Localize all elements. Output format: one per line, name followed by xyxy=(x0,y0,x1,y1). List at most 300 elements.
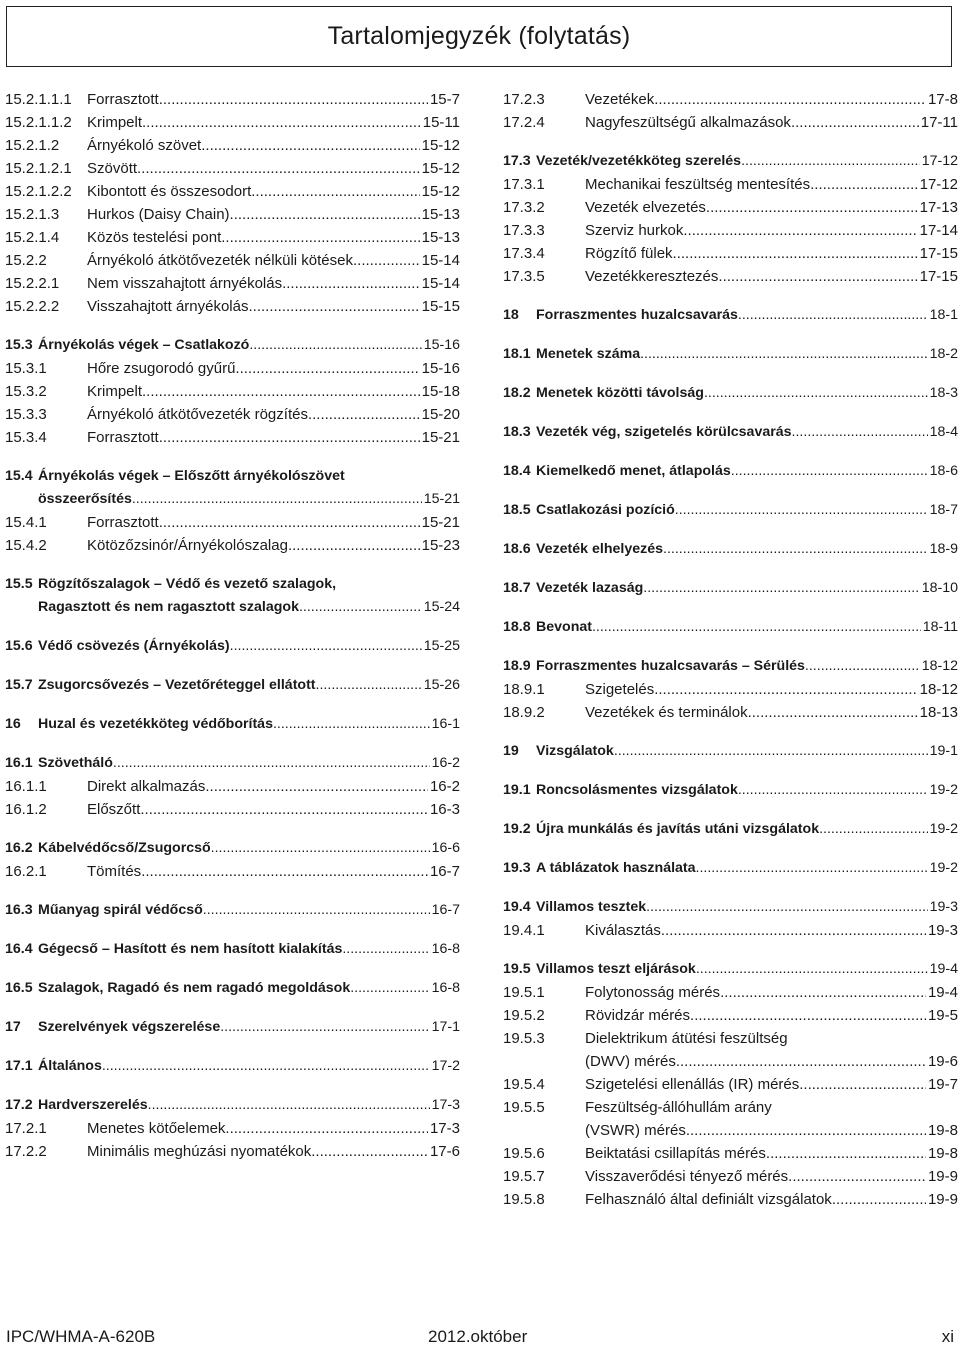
toc-entry-title xyxy=(38,1016,430,1039)
toc-entry-number: 16.2.1 xyxy=(5,863,47,880)
toc-entry-title xyxy=(585,981,926,1004)
toc-entry[interactable] xyxy=(503,1096,958,1142)
toc-leader-dots xyxy=(299,596,422,619)
toc-leader-dots xyxy=(805,655,920,678)
toc-entry-page: 17-3 xyxy=(431,1097,460,1113)
toc-entry-line xyxy=(5,1117,460,1140)
toc-entry-title xyxy=(585,701,918,724)
toc-entry-second-line xyxy=(5,488,460,511)
toc-entry[interactable] xyxy=(503,678,958,701)
toc-leader-dots xyxy=(799,1073,926,1096)
toc-entry-line xyxy=(503,577,958,600)
toc-entry-first-line xyxy=(503,1096,958,1119)
toc-leader-dots xyxy=(230,203,420,226)
toc-entry-page: 19-3 xyxy=(929,899,958,915)
toc-entry[interactable] xyxy=(5,899,460,922)
toc-entry-title-text: Vezetékkeresztezés xyxy=(585,268,719,285)
toc-entry-page: 17-12 xyxy=(919,176,958,193)
toc-entry-title-text: Szalagok, Ragadó és nem ragadó megoldások xyxy=(38,980,351,996)
toc-entry-title-text: Árnyékoló átkötővezeték rögzítés xyxy=(87,406,308,423)
toc-entry-page: 19-4 xyxy=(929,961,958,977)
toc-leader-dots xyxy=(148,1094,430,1117)
toc-entry-line xyxy=(5,752,460,775)
toc-entry-page: 18-11 xyxy=(922,619,958,635)
toc-entry-title-text: Gégecső – Hasított és nem hasított kialakítás xyxy=(38,941,343,957)
toc-entry-number: 18.5 xyxy=(503,502,531,518)
toc-leader-dots xyxy=(201,134,419,157)
toc-entry-number: 18.1 xyxy=(503,346,531,362)
page-title: Tartalomjegyzék (folytatás) xyxy=(327,22,631,50)
toc-entry-title xyxy=(585,242,918,265)
toc-leader-dots xyxy=(675,499,928,522)
toc-entry[interactable] xyxy=(503,265,958,288)
toc-entry[interactable] xyxy=(5,674,460,697)
toc-entry[interactable] xyxy=(5,334,460,357)
toc-entry-number: 17.3.4 xyxy=(503,245,545,262)
toc-entry-page: 15-26 xyxy=(423,677,460,693)
toc-entry-title xyxy=(38,837,430,860)
toc-entry[interactable] xyxy=(5,380,460,403)
toc-entry-number: 17.2.3 xyxy=(503,91,545,108)
toc-entry-title-text: Dielektrikum átütési feszültség xyxy=(585,1030,788,1047)
toc-entry-line xyxy=(5,180,460,203)
toc-entry-page: 17-3 xyxy=(429,1120,460,1137)
toc-entry-line xyxy=(5,111,460,134)
toc-entry-line xyxy=(503,382,958,405)
toc-entry[interactable] xyxy=(503,701,958,724)
toc-entry-title-line1 xyxy=(585,1027,958,1050)
toc-entry[interactable] xyxy=(503,343,958,366)
toc-entry-page: 17-6 xyxy=(429,1143,460,1160)
toc-entry[interactable] xyxy=(5,775,460,798)
toc-entry[interactable] xyxy=(503,173,958,196)
toc-entry-line xyxy=(503,1142,958,1165)
toc-entry-title-text: Krimpelt xyxy=(87,114,143,131)
toc-entry-title xyxy=(536,896,928,919)
toc-leader-dots xyxy=(696,857,928,880)
toc-entry-line xyxy=(503,981,958,1004)
toc-entry[interactable] xyxy=(5,534,460,557)
toc-entry-number: 15.2.1.1.2 xyxy=(5,114,72,131)
toc-leader-dots xyxy=(140,798,428,821)
toc-entry-title xyxy=(87,426,420,449)
toc-entry-title xyxy=(585,919,926,942)
toc-entry-line xyxy=(5,88,460,111)
toc-entry-page: 19-6 xyxy=(927,1053,958,1070)
toc-entry-page: 17-12 xyxy=(921,153,958,169)
toc-entry[interactable] xyxy=(5,403,460,426)
toc-entry-line xyxy=(503,173,958,196)
toc-entry[interactable] xyxy=(5,860,460,883)
toc-entry[interactable] xyxy=(5,1016,460,1039)
toc-entry-title-text: összeerősítés xyxy=(38,491,132,507)
toc-entry-page: 15-14 xyxy=(421,252,460,269)
toc-entry[interactable] xyxy=(5,573,460,619)
toc-entry-title xyxy=(536,740,928,763)
toc-entry-line xyxy=(503,219,958,242)
toc-entry-line xyxy=(5,860,460,883)
toc-entry-number: 19.5.5 xyxy=(503,1099,545,1116)
toc-leader-dots xyxy=(113,752,430,775)
toc-entry-title-text: Minimális meghúzási nyomatékok xyxy=(87,1143,312,1160)
toc-leader-dots xyxy=(220,1016,429,1039)
toc-entry-title-text: Ragasztott és nem ragasztott szalagok xyxy=(38,599,299,615)
toc-entry[interactable] xyxy=(503,818,958,841)
toc-entry[interactable] xyxy=(503,779,958,802)
toc-entry[interactable] xyxy=(5,713,460,736)
toc-entry-line xyxy=(503,655,958,678)
toc-entry[interactable] xyxy=(503,499,958,522)
toc-entry-title-text: Vezeték elvezetés xyxy=(585,199,706,216)
toc-entry-title-text: Visszahajtott árnyékolás xyxy=(87,298,249,315)
toc-entry[interactable] xyxy=(5,226,460,249)
toc-entry-title-text: Hurkos (Daisy Chain) xyxy=(87,206,230,223)
toc-entry-first-line xyxy=(5,465,460,488)
toc-entry-number: 15.2.1.4 xyxy=(5,229,60,246)
toc-entry-title-line1 xyxy=(38,573,460,596)
toc-entry-title-text: Vezetékek xyxy=(585,91,655,108)
toc-entry-page: 15-14 xyxy=(421,275,460,292)
toc-entry-number: 16 xyxy=(5,716,21,732)
toc-leader-dots xyxy=(646,896,927,919)
toc-entry-number: 19.5.4 xyxy=(503,1076,545,1093)
toc-entry[interactable] xyxy=(5,465,460,511)
toc-entry-line xyxy=(503,265,958,288)
toc-entry-number: 16.1.1 xyxy=(5,778,47,795)
toc-entry[interactable] xyxy=(5,111,460,134)
toc-entry-first-line xyxy=(503,1027,958,1050)
toc-entry-number: 17.3.3 xyxy=(503,222,545,239)
toc-entry-page: 15-12 xyxy=(421,160,460,177)
toc-leader-dots xyxy=(661,919,926,942)
toc-entry-page: 17-1 xyxy=(431,1019,460,1035)
toc-entry-line xyxy=(5,157,460,180)
toc-entry-number: 18.7 xyxy=(503,580,531,596)
toc-entry-title-text: Vizsgálatok xyxy=(536,743,614,759)
toc-entry[interactable] xyxy=(5,134,460,157)
toc-entry-title-text: Szövött xyxy=(87,160,138,177)
toc-entry-number: 19 xyxy=(503,743,519,759)
toc-entry-second-line xyxy=(503,1050,958,1073)
toc-entry[interactable] xyxy=(503,538,958,561)
toc-entry-title xyxy=(87,134,420,157)
toc-entry-page: 15-21 xyxy=(423,491,460,507)
toc-entry-title xyxy=(536,499,928,522)
toc-entry-page: 19-7 xyxy=(927,1076,958,1093)
toc-entry-page: 16-7 xyxy=(431,902,460,918)
toc-entry-line xyxy=(5,775,460,798)
toc-entry[interactable] xyxy=(503,1073,958,1096)
toc-entry-page: 19-1 xyxy=(929,743,958,759)
toc-leader-dots xyxy=(592,616,921,639)
toc-entry-title xyxy=(536,958,928,981)
toc-entry-line xyxy=(503,857,958,880)
toc-entry-title xyxy=(585,196,918,219)
toc-entry-title-text: Közös testelési pont xyxy=(87,229,222,246)
toc-entry-line xyxy=(5,837,460,860)
toc-entry-page: 17-8 xyxy=(927,91,958,108)
toc-entry-title-text: Felhasználó által definiált vizsgálatok xyxy=(585,1191,832,1208)
toc-entry-title-text: Műanyag spirál védőcső xyxy=(38,902,203,918)
toc-entry[interactable] xyxy=(503,1004,958,1027)
toc-entry-title xyxy=(87,403,420,426)
toc-entry-line xyxy=(503,421,958,444)
toc-entry-title-text: Forraszmentes huzalcsavarás xyxy=(536,307,738,323)
toc-entry-line xyxy=(5,1094,460,1117)
toc-entry-number: 16.3 xyxy=(5,902,33,918)
toc-entry-line xyxy=(503,896,958,919)
toc-entry-page: 18-2 xyxy=(929,346,958,362)
toc-entry-title xyxy=(87,860,428,883)
toc-entry-page: 16-8 xyxy=(431,941,460,957)
toc-entry[interactable] xyxy=(503,242,958,265)
toc-entry-title xyxy=(585,265,918,288)
toc-entry-line xyxy=(503,196,958,219)
toc-entry-line xyxy=(503,304,958,327)
toc-entry-page: 15-13 xyxy=(421,206,460,223)
toc-entry[interactable] xyxy=(5,938,460,961)
toc-entry-number: 15.3.3 xyxy=(5,406,47,423)
toc-entry[interactable] xyxy=(503,219,958,242)
toc-entry-page: 15-21 xyxy=(421,514,460,531)
toc-entry-title-text: Beiktatási csillapítás mérés xyxy=(585,1145,766,1162)
toc-entry-title xyxy=(87,226,420,249)
toc-entry[interactable] xyxy=(503,1142,958,1165)
toc-entry-line xyxy=(503,1004,958,1027)
toc-entry[interactable] xyxy=(503,616,958,639)
toc-entry[interactable] xyxy=(503,857,958,880)
toc-entry-title-text: Vezeték elhelyezés xyxy=(536,541,663,557)
toc-entry-page: 18-6 xyxy=(929,463,958,479)
toc-leader-dots xyxy=(832,1188,926,1211)
toc-entry-title-text: Forrasztott xyxy=(87,429,159,446)
toc-leader-dots xyxy=(654,678,917,701)
toc-entry-title-text: Mechanikai feszültség mentesítés xyxy=(585,176,811,193)
toc-entry-title-text: Forraszmentes huzalcsavarás – Sérülés xyxy=(536,658,805,674)
toc-leader-dots xyxy=(221,226,419,249)
toc-entry[interactable] xyxy=(503,1027,958,1073)
toc-entry[interactable] xyxy=(5,357,460,380)
toc-entry[interactable] xyxy=(503,88,958,111)
toc-entry[interactable] xyxy=(5,157,460,180)
toc-entry[interactable] xyxy=(5,203,460,226)
toc-entry-title-text: Direkt alkalmazás xyxy=(87,778,206,795)
toc-entry-title-text: Rövidzár mérés xyxy=(585,1007,691,1024)
toc-entry-title-text: Kötözőzsinór/Árnyékolószalag xyxy=(87,537,288,554)
toc-entry-page: 19-8 xyxy=(927,1145,958,1162)
toc-entry-page: 18-10 xyxy=(921,580,958,596)
toc-entry[interactable] xyxy=(503,304,958,327)
toc-entry[interactable] xyxy=(503,196,958,219)
toc-entry-title-text: Árnyékoló átkötővezeték nélküli kötések xyxy=(87,252,353,269)
toc-entry[interactable] xyxy=(5,1117,460,1140)
toc-entry-title xyxy=(536,150,920,173)
toc-entry-title xyxy=(87,511,420,534)
toc-entry-number: 16.1 xyxy=(5,755,33,771)
toc-entry-number: 16.5 xyxy=(5,980,33,996)
toc-entry-line xyxy=(5,426,460,449)
toc-entry-number: 17.2 xyxy=(5,1097,33,1113)
toc-entry-number: 15.4 xyxy=(5,468,33,484)
toc-entry-second-line xyxy=(503,1119,958,1142)
toc-entry[interactable] xyxy=(5,1140,460,1163)
toc-entry-title xyxy=(38,334,422,357)
toc-entry-line xyxy=(503,499,958,522)
toc-entry-title-text: Hardverszerelés xyxy=(38,1097,148,1113)
toc-entry[interactable] xyxy=(5,837,460,860)
toc-entry-line xyxy=(503,343,958,366)
toc-entry-title xyxy=(585,1165,926,1188)
toc-entry-title xyxy=(536,304,928,327)
toc-entry[interactable] xyxy=(503,655,958,678)
toc-entry-title xyxy=(536,538,928,561)
toc-entry-title-text: A táblázatok használata xyxy=(536,860,696,876)
toc-entry-number: 15.2.1.2.1 xyxy=(5,160,72,177)
toc-entry-number: 15.2.1.1.1 xyxy=(5,91,72,108)
toc-entry-number: 15.2.1.2 xyxy=(5,137,60,154)
toc-entry-number: 19.5.8 xyxy=(503,1191,545,1208)
toc-entry-title xyxy=(38,713,430,736)
toc-entry-page: 15-16 xyxy=(421,360,460,377)
toc-entry[interactable] xyxy=(503,111,958,134)
toc-entry[interactable] xyxy=(5,88,460,111)
toc-entry-line xyxy=(5,511,460,534)
toc-entry[interactable] xyxy=(503,896,958,919)
toc-entry-line xyxy=(503,1188,958,1211)
toc-entry-title xyxy=(536,779,928,802)
toc-entry[interactable] xyxy=(503,150,958,173)
toc-leader-dots xyxy=(654,88,926,111)
toc-entry[interactable] xyxy=(503,1165,958,1188)
toc-entry-line xyxy=(503,678,958,701)
toc-entry-title xyxy=(38,1055,430,1078)
toc-leader-dots xyxy=(132,488,422,511)
toc-entry-page: 16-2 xyxy=(429,778,460,795)
toc-entry[interactable] xyxy=(5,272,460,295)
toc-entry-title xyxy=(585,219,918,242)
toc-entry[interactable] xyxy=(503,460,958,483)
toc-entry-title xyxy=(87,111,421,134)
toc-entry[interactable] xyxy=(5,249,460,272)
toc-entry-title-text: Kibontott és összesodort xyxy=(87,183,252,200)
toc-entry-page: 16-1 xyxy=(431,716,460,732)
toc-entry-page: 18-13 xyxy=(919,704,958,721)
toc-entry-page: 18-12 xyxy=(921,658,958,674)
toc-leader-dots xyxy=(142,111,421,134)
toc-entry[interactable] xyxy=(503,740,958,763)
toc-entry[interactable] xyxy=(5,426,460,449)
toc-entry-number: 16.4 xyxy=(5,941,33,957)
toc-entry-line xyxy=(5,1016,460,1039)
toc-entry-title-text: Szövetháló xyxy=(38,755,113,771)
toc-entry-page: 19-4 xyxy=(927,984,958,1001)
toc-entry[interactable] xyxy=(5,752,460,775)
toc-entry-title xyxy=(536,818,928,841)
toc-leader-dots xyxy=(706,196,918,219)
toc-entry[interactable] xyxy=(5,1094,460,1117)
toc-leader-dots xyxy=(686,1119,926,1142)
toc-entry-title-text: Vezeték lazaság xyxy=(536,580,644,596)
toc-entry[interactable] xyxy=(503,577,958,600)
toc-entry-number: 15.3 xyxy=(5,337,33,353)
toc-entry[interactable] xyxy=(503,382,958,405)
toc-entry[interactable] xyxy=(503,958,958,981)
toc-entry-page: 18-1 xyxy=(929,307,958,323)
toc-leader-dots xyxy=(311,1140,428,1163)
toc-entry[interactable] xyxy=(503,919,958,942)
toc-entry[interactable] xyxy=(5,295,460,318)
toc-leader-dots xyxy=(663,538,928,561)
toc-entry-title-text: Újra munkálás és javítás utáni vizsgálatok xyxy=(536,821,820,837)
toc-entry-page: 18-7 xyxy=(929,502,958,518)
toc-entry[interactable] xyxy=(5,977,460,1000)
toc-entry-line xyxy=(503,1165,958,1188)
toc-entry-number: 15.5 xyxy=(5,576,33,592)
toc-entry-line xyxy=(503,818,958,841)
toc-entry-title-text: Folytonosság mérés xyxy=(585,984,721,1001)
toc-entry-line xyxy=(503,88,958,111)
toc-entry-number: 15.4.1 xyxy=(5,514,47,531)
toc-entry-number: 19.5 xyxy=(503,961,531,977)
toc-entry-page: 15-24 xyxy=(423,599,460,615)
toc-entry[interactable] xyxy=(5,1055,460,1078)
toc-entry-number: 17.2.1 xyxy=(5,1120,47,1137)
toc-leader-dots xyxy=(738,304,928,327)
toc-entry-line xyxy=(5,938,460,961)
toc-entry-title-text: Roncsolásmentes vizsgálatok xyxy=(536,782,738,798)
toc-leader-dots xyxy=(673,242,918,265)
toc-entry[interactable] xyxy=(5,635,460,658)
toc-entry-line xyxy=(503,242,958,265)
toc-entry-title-text: Szerelvények végszerelése xyxy=(38,1019,221,1035)
toc-entry-page: 16-6 xyxy=(431,840,460,856)
toc-entry-title-text: Csatlakozási pozíció xyxy=(536,502,675,518)
toc-entry-title-text: Vezetékek és terminálok xyxy=(585,704,748,721)
toc-leader-dots xyxy=(251,180,419,203)
toc-entry-line xyxy=(503,150,958,173)
toc-entry[interactable] xyxy=(503,1188,958,1211)
toc-entry[interactable] xyxy=(503,981,958,1004)
toc-entry-line xyxy=(5,635,460,658)
toc-entry-title-text: Rögzítő fülek xyxy=(585,245,673,262)
toc-entry-number: 18.8 xyxy=(503,619,531,635)
toc-entry[interactable] xyxy=(5,180,460,203)
toc-entry[interactable] xyxy=(503,421,958,444)
toc-entry-page: 19-2 xyxy=(929,782,958,798)
toc-entry-title xyxy=(87,798,428,821)
toc-leader-dots xyxy=(316,674,422,697)
toc-entry[interactable] xyxy=(5,798,460,821)
toc-entry-title-text: Krimpelt xyxy=(87,383,143,400)
toc-entry-title-text: Menetek közötti távolság xyxy=(536,385,704,401)
toc-entry-title xyxy=(585,173,918,196)
toc-leader-dots xyxy=(810,173,918,196)
toc-entry-page: 19-3 xyxy=(927,922,958,939)
toc-entry-number: 18.2 xyxy=(503,385,531,401)
toc-entry-number: 17.3.2 xyxy=(503,199,545,216)
toc-entry-title-text: Árnyékolás végek – Előszőtt árnyékolószövet xyxy=(38,468,345,484)
toc-entry-page: 19-2 xyxy=(929,821,958,837)
toc-entry-number: 15.2.2.1 xyxy=(5,275,60,292)
toc-leader-dots xyxy=(211,837,430,860)
toc-entry-line xyxy=(5,249,460,272)
toc-leader-dots xyxy=(308,403,420,426)
toc-leader-dots xyxy=(159,88,428,111)
toc-entry[interactable] xyxy=(5,511,460,534)
toc-entry-title-text: Kiemelkedő menet, átlapolás xyxy=(536,463,731,479)
toc-entry-title-text: Szigetelés xyxy=(585,681,655,698)
toc-entry-number: 17.3 xyxy=(503,153,531,169)
